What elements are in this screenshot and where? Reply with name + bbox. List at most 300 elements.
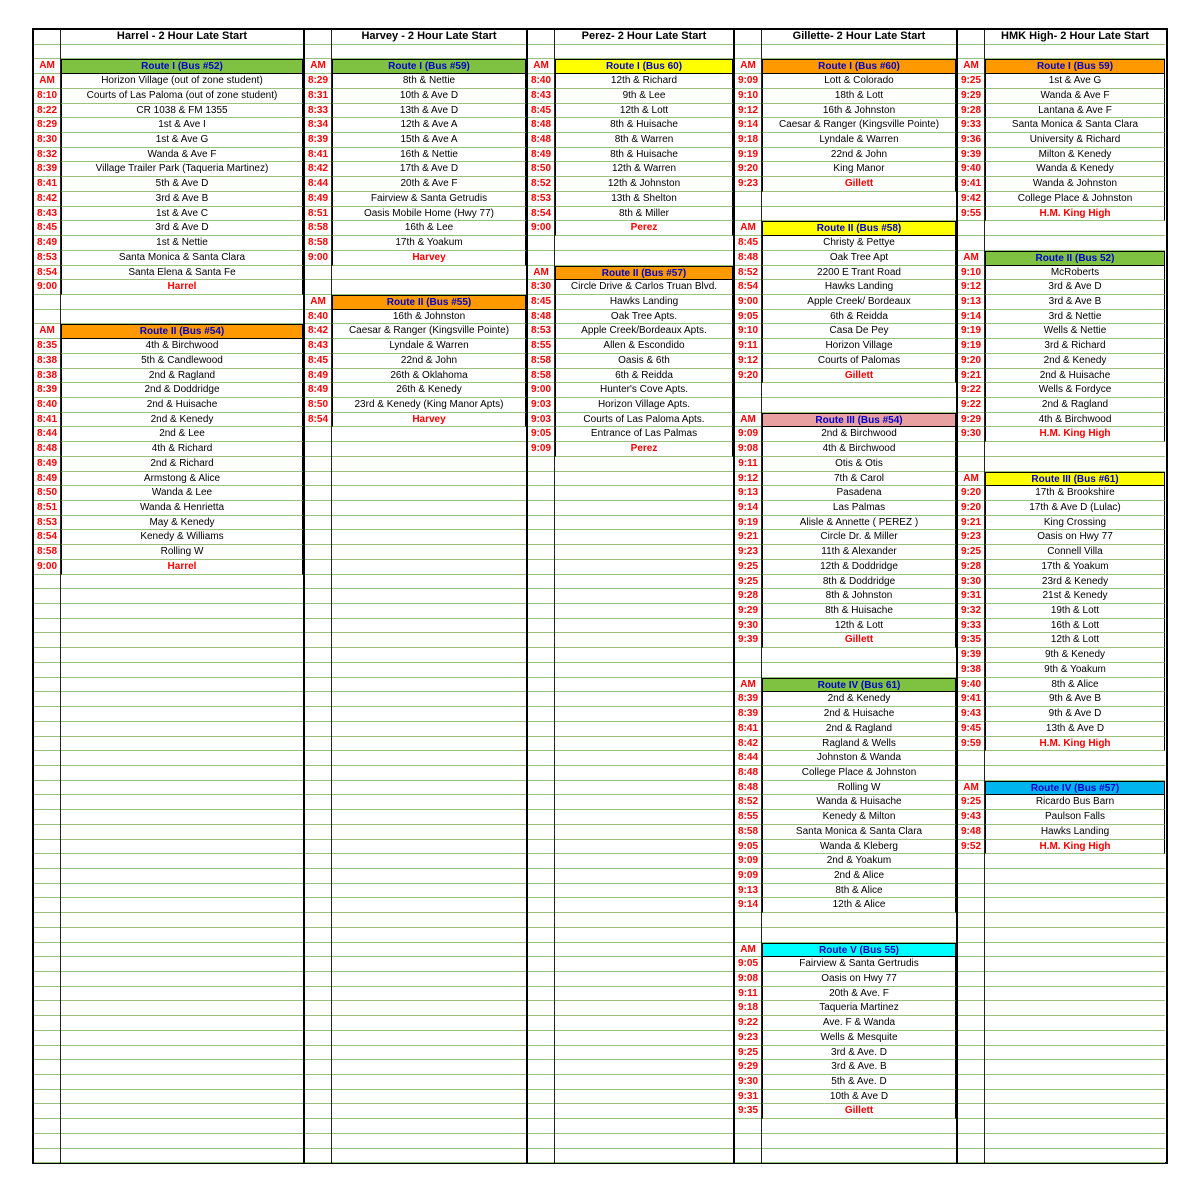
- empty-cell: [305, 619, 331, 634]
- empty-cell: [528, 898, 554, 913]
- empty-cell: [61, 1149, 303, 1164]
- empty-cell: [34, 295, 60, 310]
- stop-time: 9:21: [958, 516, 984, 531]
- empty-cell: [305, 692, 331, 707]
- bus-stop: 2200 E Trant Road: [762, 266, 956, 281]
- bus-stop: 12th & Lott: [555, 104, 733, 119]
- empty-cell: [528, 560, 554, 575]
- empty-cell: [555, 1060, 733, 1075]
- stop-time: 8:42: [34, 192, 60, 207]
- destination-stop: Harrel: [61, 280, 303, 295]
- bus-stop: 22nd & John: [762, 148, 956, 163]
- stop-time: 8:45: [528, 104, 554, 119]
- empty-cell: [555, 766, 733, 781]
- empty-cell: [305, 472, 331, 487]
- empty-cell: [61, 310, 303, 325]
- stop-time: 9:38: [958, 663, 984, 678]
- stop-time: 8:33: [305, 104, 331, 119]
- empty-cell: [528, 692, 554, 707]
- stop-time: 8:38: [34, 354, 60, 369]
- bus-stop: Courts of Las Paloma (out of zone student): [61, 89, 303, 104]
- empty-cell: [735, 648, 761, 663]
- bus-stop: 18th & Lott: [762, 89, 956, 104]
- empty-cell: [735, 928, 761, 943]
- stop-time: 8:40: [528, 74, 554, 89]
- bus-stop: 3rd & Ave. B: [762, 1060, 956, 1075]
- route-header: Route I (Bus #59): [332, 59, 526, 74]
- empty-cell: [332, 825, 526, 840]
- empty-cell: [528, 545, 554, 560]
- stop-time: 9:28: [735, 589, 761, 604]
- empty-cell: [985, 957, 1165, 972]
- bus-schedule-sheet: [32, 28, 1168, 1164]
- empty-cell: [305, 486, 331, 501]
- stop-time: 9:03: [528, 413, 554, 428]
- empty-cell: [555, 1016, 733, 1031]
- am-label: AM: [958, 472, 984, 487]
- stop-time: 8:44: [735, 751, 761, 766]
- route-header: Route I (Bus #60): [762, 59, 956, 74]
- stop-time: 9:29: [735, 1060, 761, 1075]
- empty-cell: [958, 957, 984, 972]
- empty-cell: [528, 987, 554, 1002]
- stop-time: 9:19: [735, 516, 761, 531]
- bus-stop: Hawks Landing: [985, 825, 1165, 840]
- stop-time: 8:54: [34, 530, 60, 545]
- bus-stop: 1st & Ave G: [985, 74, 1165, 89]
- empty-cell: [762, 192, 956, 207]
- school-column-2: [305, 30, 528, 1162]
- empty-cell: [34, 928, 60, 943]
- empty-cell: [555, 928, 733, 943]
- empty-cell: [528, 854, 554, 869]
- empty-cell: [528, 486, 554, 501]
- bus-stop: 5th & Ave. D: [762, 1075, 956, 1090]
- empty-cell: [332, 751, 526, 766]
- route-header: Route I (Bus 59): [985, 59, 1165, 74]
- empty-cell: [61, 943, 303, 958]
- bus-stop: Pasadena: [762, 486, 956, 501]
- empty-cell: [985, 1134, 1165, 1149]
- bus-stop: Apple Creek/ Bordeaux: [762, 295, 956, 310]
- empty-cell: [555, 972, 733, 987]
- stop-time: 9:31: [735, 1090, 761, 1105]
- bus-stop: 8th & Alice: [985, 678, 1165, 693]
- empty-cell: [61, 869, 303, 884]
- header-spacer: [735, 30, 761, 45]
- bus-stop: Wanda & Huisache: [762, 795, 956, 810]
- empty-cell: [762, 648, 956, 663]
- empty-cell: [958, 1149, 984, 1164]
- route-header: Route III (Bus #54): [762, 413, 956, 428]
- empty-cell: [305, 501, 331, 516]
- empty-cell: [555, 751, 733, 766]
- bus-stop: 12th & Ave A: [332, 118, 526, 133]
- empty-cell: [958, 1075, 984, 1090]
- stop-time: 8:34: [305, 118, 331, 133]
- stop-time: 9:23: [735, 177, 761, 192]
- stop-time: 9:14: [735, 501, 761, 516]
- stop-time: 9:20: [958, 501, 984, 516]
- stop-time: 9:00: [34, 560, 60, 575]
- empty-cell: [34, 825, 60, 840]
- stop-time: 8:58: [528, 354, 554, 369]
- empty-cell: [762, 1119, 956, 1134]
- empty-cell: [958, 972, 984, 987]
- stop-time: 9:40: [958, 678, 984, 693]
- stop-time: 9:10: [958, 266, 984, 281]
- bus-stop: 2nd & Ragland: [61, 369, 303, 384]
- am-label: AM: [958, 59, 984, 74]
- bus-stop: CR 1038 & FM 1355: [61, 104, 303, 119]
- empty-cell: [985, 972, 1165, 987]
- bus-stop: 4th & Richard: [61, 442, 303, 457]
- stop-time: 9:42: [958, 192, 984, 207]
- empty-cell: [762, 398, 956, 413]
- empty-cell: [958, 1031, 984, 1046]
- stop-time: 8:52: [735, 795, 761, 810]
- bus-stop: 13th & Shelton: [555, 192, 733, 207]
- bus-stop: Kenedy & Milton: [762, 810, 956, 825]
- empty-cell: [958, 1119, 984, 1134]
- empty-cell: [305, 1119, 331, 1134]
- empty-cell: [305, 1016, 331, 1031]
- stop-time: 8:58: [34, 545, 60, 560]
- stop-time: 8:41: [735, 722, 761, 737]
- bus-stop: 12th & Richard: [555, 74, 733, 89]
- stop-time: 8:49: [528, 148, 554, 163]
- empty-cell: [61, 795, 303, 810]
- header-spacer: [34, 30, 60, 45]
- empty-cell: [34, 884, 60, 899]
- empty-cell: [61, 781, 303, 796]
- empty-cell: [61, 707, 303, 722]
- stop-time: 8:40: [305, 310, 331, 325]
- bus-stop: Taqueria Martinez: [762, 1001, 956, 1016]
- empty-cell: [332, 1001, 526, 1016]
- empty-cell: [332, 987, 526, 1002]
- empty-cell: [34, 678, 60, 693]
- empty-cell: [985, 1104, 1165, 1119]
- stop-time: 9:14: [735, 118, 761, 133]
- empty-cell: [34, 737, 60, 752]
- stop-time: 8:49: [305, 192, 331, 207]
- empty-cell: [985, 898, 1165, 913]
- bus-stop: 1st & Ave C: [61, 207, 303, 222]
- stop-time: 9:14: [735, 898, 761, 913]
- empty-cell: [958, 987, 984, 1002]
- empty-cell: [61, 987, 303, 1002]
- bus-stop: Santa Monica & Santa Clara: [985, 118, 1165, 133]
- empty-cell: [34, 589, 60, 604]
- empty-cell: [555, 545, 733, 560]
- bus-stop: Ave. F & Wanda: [762, 1016, 956, 1031]
- bus-stop: Lyndale & Warren: [332, 339, 526, 354]
- empty-cell: [985, 869, 1165, 884]
- empty-cell: [528, 1001, 554, 1016]
- empty-cell: [332, 633, 526, 648]
- stop-time: 8:10: [34, 89, 60, 104]
- stop-column: [555, 30, 735, 1162]
- empty-cell: [61, 884, 303, 899]
- destination-stop: H.M. King High: [985, 207, 1165, 222]
- empty-cell: [34, 604, 60, 619]
- empty-cell: [528, 575, 554, 590]
- stop-time: 9:12: [735, 354, 761, 369]
- empty-cell: [332, 560, 526, 575]
- empty-cell: [34, 310, 60, 325]
- empty-cell: [555, 840, 733, 855]
- bus-stop: Horizon Village Apts.: [555, 398, 733, 413]
- route-header: Route IV (Bus 61): [762, 678, 956, 693]
- bus-stop: 2nd & Kenedy: [985, 354, 1165, 369]
- bus-stop: 10th & Ave D: [332, 89, 526, 104]
- empty-cell: [528, 251, 554, 266]
- empty-cell: [555, 530, 733, 545]
- empty-cell: [555, 619, 733, 634]
- empty-cell: [34, 766, 60, 781]
- empty-cell: [985, 987, 1165, 1002]
- stop-time: 9:39: [735, 633, 761, 648]
- bus-stop: 7th & Carol: [762, 472, 956, 487]
- empty-cell: [34, 648, 60, 663]
- stop-time: 8:49: [34, 457, 60, 472]
- empty-cell: [528, 1149, 554, 1164]
- empty-cell: [332, 1046, 526, 1061]
- stop-time: 9:09: [528, 442, 554, 457]
- empty-cell: [61, 575, 303, 590]
- am-label: AM: [34, 59, 60, 74]
- bus-stop: Otis & Otis: [762, 457, 956, 472]
- stop-time: 8:29: [34, 118, 60, 133]
- empty-cell: [528, 236, 554, 251]
- empty-cell: [305, 1046, 331, 1061]
- bus-stop: 3rd & Richard: [985, 339, 1165, 354]
- bus-stop: Courts of Las Paloma Apts.: [555, 413, 733, 428]
- bus-stop: 11th & Alexander: [762, 545, 956, 560]
- empty-cell: [34, 1119, 60, 1134]
- empty-cell: [305, 1104, 331, 1119]
- bus-stop: 6th & Reidda: [762, 310, 956, 325]
- empty-cell: [528, 1090, 554, 1105]
- bus-stop: King Crossing: [985, 516, 1165, 531]
- empty-cell: [555, 987, 733, 1002]
- empty-cell: [332, 884, 526, 899]
- stop-time: 8:53: [528, 192, 554, 207]
- empty-cell: [958, 1001, 984, 1016]
- empty-cell: [528, 766, 554, 781]
- bus-stop: 4th & Birchwood: [61, 339, 303, 354]
- empty-cell: [61, 633, 303, 648]
- bus-stop: Oak Tree Apt: [762, 251, 956, 266]
- bus-stop: Milton & Kenedy: [985, 148, 1165, 163]
- empty-cell: [958, 1046, 984, 1061]
- stop-time: 9:30: [735, 1075, 761, 1090]
- bus-stop: McRoberts: [985, 266, 1165, 281]
- bus-stop: 8th & Alice: [762, 884, 956, 899]
- empty-cell: [528, 737, 554, 752]
- bus-stop: 2nd & Huisache: [985, 369, 1165, 384]
- stop-time: 9:11: [735, 457, 761, 472]
- empty-cell: [958, 457, 984, 472]
- empty-cell: [985, 236, 1165, 251]
- stop-time: 8:39: [34, 162, 60, 177]
- stop-time: 9:05: [735, 310, 761, 325]
- stop-time: 8:42: [305, 162, 331, 177]
- empty-cell: [332, 795, 526, 810]
- time-column: [305, 30, 332, 1162]
- empty-cell: [555, 737, 733, 752]
- empty-cell: [61, 663, 303, 678]
- empty-cell: [34, 854, 60, 869]
- empty-cell: [555, 633, 733, 648]
- empty-cell: [528, 1016, 554, 1031]
- school-column-5: [958, 30, 1165, 1162]
- stop-time: 8:58: [305, 221, 331, 236]
- empty-cell: [555, 1134, 733, 1149]
- stop-time: 8:55: [735, 810, 761, 825]
- stop-time: 8:48: [735, 781, 761, 796]
- empty-cell: [332, 957, 526, 972]
- stop-time: 8:44: [305, 177, 331, 192]
- bus-stop: 2nd & Kenedy: [762, 692, 956, 707]
- empty-cell: [555, 251, 733, 266]
- empty-cell: [528, 913, 554, 928]
- stop-time: 9:11: [735, 339, 761, 354]
- bus-stop: Wanda & Kleberg: [762, 840, 956, 855]
- bus-stop: Christy & Pettye: [762, 236, 956, 251]
- bus-stop: Oasis Mobile Home (Hwy 77): [332, 207, 526, 222]
- bus-stop: 2nd & Ragland: [762, 722, 956, 737]
- empty-cell: [61, 1104, 303, 1119]
- stop-time: 8:53: [34, 516, 60, 531]
- empty-cell: [528, 1060, 554, 1075]
- am-label: AM: [528, 59, 554, 74]
- stop-time: 9:18: [735, 133, 761, 148]
- stop-time: 8:30: [528, 280, 554, 295]
- empty-cell: [332, 545, 526, 560]
- empty-cell: [34, 1046, 60, 1061]
- empty-cell: [528, 840, 554, 855]
- empty-cell: [735, 1119, 761, 1134]
- stop-column: [985, 30, 1165, 1162]
- bus-stop: 22nd & John: [332, 354, 526, 369]
- empty-cell: [958, 45, 984, 60]
- empty-cell: [985, 1149, 1165, 1164]
- bus-stop: 16th & Lee: [332, 221, 526, 236]
- empty-cell: [34, 913, 60, 928]
- stop-time: 9:25: [958, 545, 984, 560]
- bus-stop: Hawks Landing: [762, 280, 956, 295]
- empty-cell: [555, 913, 733, 928]
- empty-cell: [332, 589, 526, 604]
- stop-time: 9:13: [735, 486, 761, 501]
- empty-cell: [332, 45, 526, 60]
- empty-cell: [528, 943, 554, 958]
- bus-stop: Oasis on Hwy 77: [985, 530, 1165, 545]
- empty-cell: [305, 427, 331, 442]
- empty-cell: [34, 987, 60, 1002]
- empty-cell: [528, 722, 554, 737]
- empty-cell: [61, 722, 303, 737]
- bus-stop: 2nd & Ragland: [985, 398, 1165, 413]
- bus-stop: 15th & Ave A: [332, 133, 526, 148]
- empty-cell: [555, 1104, 733, 1119]
- empty-cell: [555, 781, 733, 796]
- empty-cell: [61, 751, 303, 766]
- bus-stop: 16th & Johnston: [762, 104, 956, 119]
- empty-cell: [985, 913, 1165, 928]
- empty-cell: [528, 884, 554, 899]
- bus-stop: 8th & Nettie: [332, 74, 526, 89]
- empty-cell: [61, 619, 303, 634]
- time-column: [528, 30, 555, 1162]
- empty-cell: [985, 1001, 1165, 1016]
- bus-stop: 2nd & Birchwood: [762, 427, 956, 442]
- empty-cell: [332, 943, 526, 958]
- stop-time: 9:59: [958, 737, 984, 752]
- empty-cell: [958, 854, 984, 869]
- empty-cell: [555, 1090, 733, 1105]
- empty-cell: [332, 516, 526, 531]
- stop-time: 9:09: [735, 427, 761, 442]
- stop-time: 8:50: [528, 162, 554, 177]
- empty-cell: [528, 604, 554, 619]
- stop-time: 8:49: [305, 369, 331, 384]
- route-header: Route I (Bus #52): [61, 59, 303, 74]
- stop-time: 9:00: [735, 295, 761, 310]
- bus-stop: Horizon Village: [762, 339, 956, 354]
- bus-stop: Courts of Palomas: [762, 354, 956, 369]
- bus-stop: 12th & Lott: [762, 619, 956, 634]
- stop-time: 8:49: [305, 383, 331, 398]
- stop-time: 8:42: [735, 737, 761, 752]
- empty-cell: [762, 207, 956, 222]
- empty-cell: [34, 898, 60, 913]
- time-column: [735, 30, 762, 1162]
- bus-stop: Johnston & Wanda: [762, 751, 956, 766]
- bus-stop: 1st & Ave I: [61, 118, 303, 133]
- empty-cell: [332, 869, 526, 884]
- route-header: Route V (Bus 55): [762, 943, 956, 958]
- bus-stop: Wanda & Ave F: [61, 148, 303, 163]
- empty-cell: [305, 589, 331, 604]
- stop-time: 9:43: [958, 810, 984, 825]
- empty-cell: [34, 1016, 60, 1031]
- stop-time: 8:53: [34, 251, 60, 266]
- bus-stop: 3rd & Ave B: [61, 192, 303, 207]
- stop-time: 8:50: [34, 486, 60, 501]
- stop-time: 8:32: [34, 148, 60, 163]
- empty-cell: [61, 928, 303, 943]
- stop-time: 8:54: [528, 207, 554, 222]
- empty-cell: [34, 810, 60, 825]
- empty-cell: [528, 1104, 554, 1119]
- stop-time: 9:29: [958, 89, 984, 104]
- empty-cell: [34, 972, 60, 987]
- bus-stop: 5th & Candlewood: [61, 354, 303, 369]
- stop-time: 9:09: [735, 869, 761, 884]
- bus-stop: 17th & Yoakum: [985, 560, 1165, 575]
- empty-cell: [528, 1134, 554, 1149]
- stop-time: 9:20: [735, 162, 761, 177]
- stop-time: 9:22: [735, 1016, 761, 1031]
- empty-cell: [958, 442, 984, 457]
- empty-cell: [332, 972, 526, 987]
- bus-stop: Lyndale & Warren: [762, 133, 956, 148]
- stop-time: 8:39: [735, 707, 761, 722]
- bus-stop: 26th & Oklahoma: [332, 369, 526, 384]
